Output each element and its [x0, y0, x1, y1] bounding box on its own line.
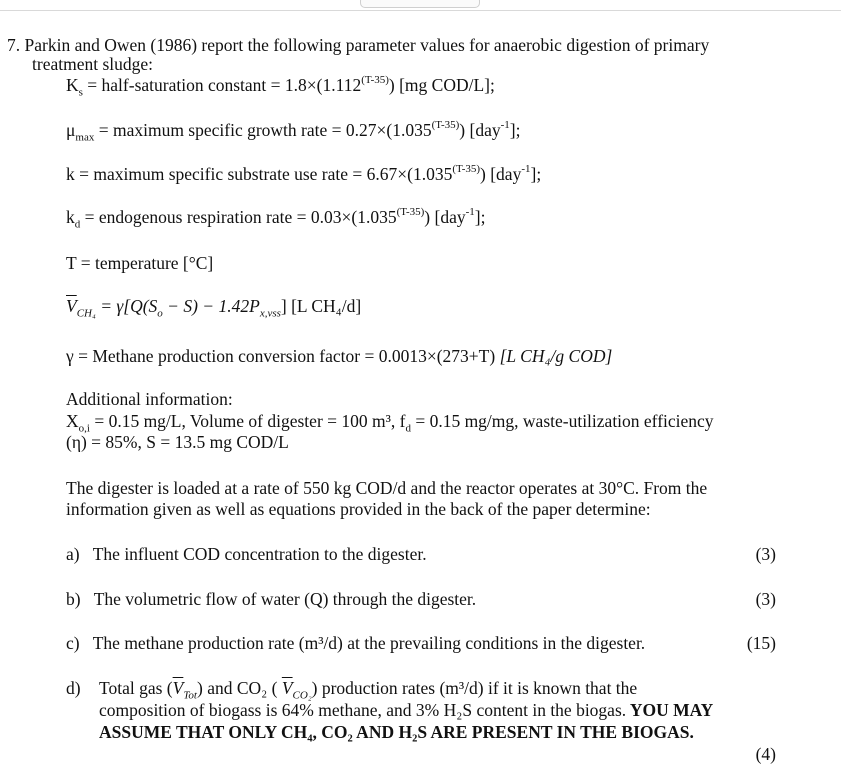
additional-line2: (η) = 85%, S = 13.5 mg COD/L — [66, 432, 289, 452]
item-d-marks: (4) — [755, 744, 776, 764]
item-c-marks: (15) — [746, 633, 776, 653]
loading-line2: information given as well as equations provided in the back of the paper determine: — [66, 499, 651, 519]
item-b: b) The volumetric flow of water (Q) through the digester. — [66, 589, 477, 609]
item-d-line2: composition of biogass is 64% methane, and 3% H₂S content in the biogas. YOU MAY — [99, 700, 714, 720]
question-number: 7. — [7, 35, 21, 55]
item-a-marks: (3) — [755, 544, 776, 564]
item-c: c) The methane production rate (m³/d) at the prevailing conditions in the digester. — [66, 633, 646, 653]
param-temperature: T = temperature [°C] — [66, 253, 214, 273]
additional-heading: Additional information: — [66, 389, 233, 409]
additional-line1: $X_{o,i} = 0.15$ mg/L, Volume of digester = 100 m³, $f_d = 0.15$ mg/mg, waste-utilization efficiency — [66, 411, 714, 435]
item-d-line3: ASSUME THAT ONLY CH₄, CO₂ AND H₂S ARE PRESENT IN THE BIOGAS. — [99, 722, 694, 742]
item-b-marks: (3) — [755, 589, 776, 609]
item-d-line1: Total gas $(\overline{V}_{Tot})$ and CO₂ ( $\overline{V}_{CO_2}$) production rates (m³/d) if it is known that the — [99, 678, 638, 702]
item-label: b) — [66, 589, 81, 609]
param-k: k = maximum specific substrate use rate = $6.67\times(1.035^{(T-35)})$ [day$^{-1}$]; — [66, 163, 542, 184]
item-label: a) — [66, 544, 80, 564]
toolbar-handle[interactable] — [360, 0, 480, 8]
param-kd: $k_d$ = endogenous respiration rate = $0.03\times(1.035^{(T-35)})$ [day$^{-1}$]; — [66, 206, 486, 231]
param-ks: $K_s$ = half-saturation constant = $1.8\times(1.112^{(T-35)})$ [mg COD/L]; — [66, 74, 495, 99]
question-intro-line1: 7. Parkin and Owen (1986) report the following parameter values for anaerobic digestion of primary — [7, 35, 710, 55]
equation-vch4: $\overline{V}_{CH_4} = \gamma[Q(S_o - S) - 1.42P_{x,vss}]$ [L CH₄/d] — [66, 296, 362, 320]
param-gamma: γ = Methane production conversion factor = 0.0013×(273+T) [L CH₄/g COD] — [66, 346, 613, 366]
item-a: a) The influent COD concentration to the digester. — [66, 544, 427, 564]
top-toolbar-edge — [0, 0, 841, 11]
question-intro-line2: treatment sludge: — [32, 54, 154, 74]
param-mumax: $\mu_{max}$ = maximum specific growth rate = $0.27\times(1.035^{(T-35)})$ [day$^{-1}$]; — [66, 119, 521, 144]
item-d-label: d) — [66, 678, 81, 698]
loading-line1: The digester is loaded at a rate of 550 kg COD/d and the reactor operates at 30°C. From the — [66, 478, 708, 498]
item-label: c) — [66, 633, 80, 653]
